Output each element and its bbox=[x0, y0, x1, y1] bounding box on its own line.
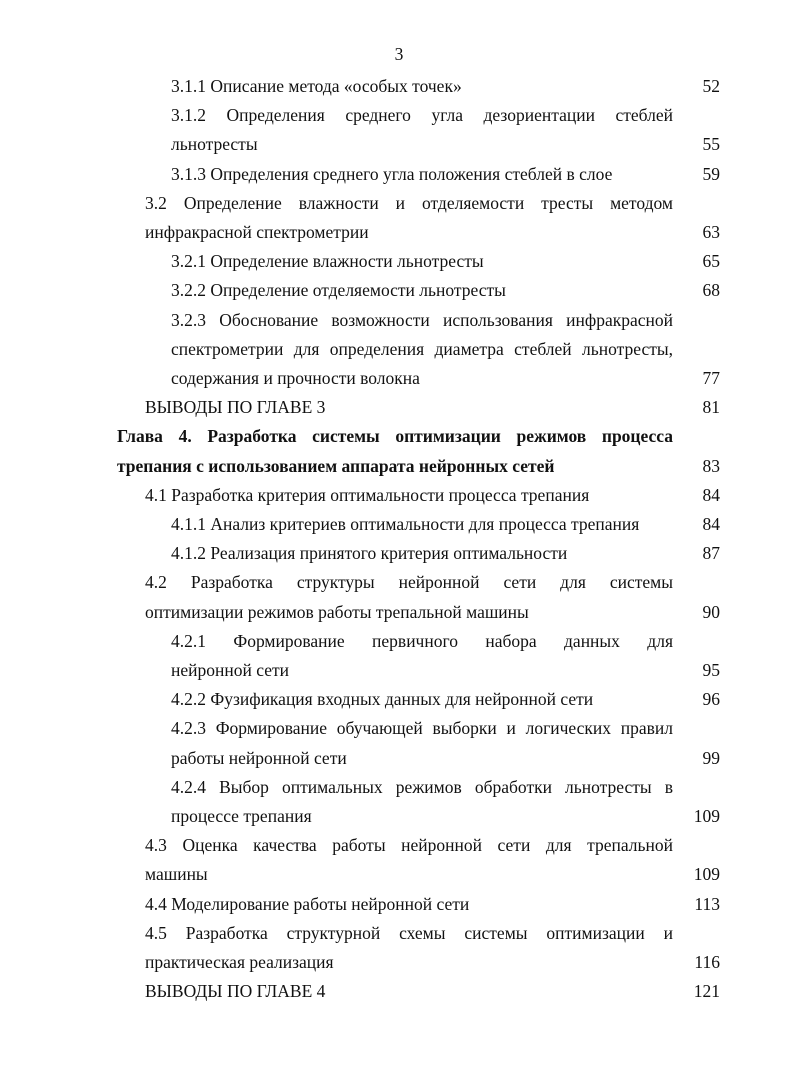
toc-page-number: 90 bbox=[702, 601, 720, 622]
toc-line bbox=[60, 744, 720, 772]
toc-page-number: 113 bbox=[694, 893, 720, 914]
toc-line bbox=[60, 364, 720, 392]
toc-line bbox=[60, 598, 720, 626]
toc-line bbox=[60, 306, 720, 334]
toc-entry-text: 4.2.3 Формирование обучающей выборки и логических правил bbox=[171, 718, 673, 739]
toc-page-number: 77 bbox=[702, 368, 720, 388]
toc-page-number: 109 bbox=[693, 864, 720, 885]
toc-entry-text: машины bbox=[145, 864, 208, 885]
toc-page-number: 81 bbox=[702, 397, 720, 418]
toc-page-number: 68 bbox=[702, 280, 720, 301]
toc-entry-text: трепания с использованием аппарата нейронных сетей bbox=[117, 455, 555, 476]
toc-entry-text: 3.2.1 Определение влажности льнотресты bbox=[171, 251, 484, 272]
toc-entry-text: льнотресты bbox=[171, 134, 258, 155]
toc-page-number: 109 bbox=[693, 806, 720, 826]
toc-line bbox=[60, 714, 720, 742]
toc-page-number: 95 bbox=[702, 660, 720, 680]
page-number: 3 bbox=[394, 44, 404, 64]
toc-line bbox=[60, 539, 720, 567]
toc-entry-text: Глава 4. Разработка системы оптимизации режимов процесса bbox=[117, 426, 673, 447]
toc-line bbox=[60, 510, 720, 538]
toc-line bbox=[60, 627, 720, 655]
toc-line bbox=[60, 890, 720, 918]
toc-line bbox=[60, 452, 720, 480]
toc-entry-text: инфракрасной спектрометрии bbox=[145, 222, 369, 242]
toc-line bbox=[60, 130, 720, 158]
toc-line bbox=[60, 160, 720, 188]
toc-line bbox=[60, 218, 720, 246]
toc-line bbox=[60, 656, 720, 684]
toc-line bbox=[60, 948, 720, 976]
toc-entry-text: 3.2.2 Определение отделяемости льнотресты bbox=[171, 280, 506, 301]
toc-line bbox=[60, 977, 720, 1005]
toc-entry-text: 4.2.2 Фузификация входных данных для нейронной сети bbox=[171, 689, 594, 710]
toc-line bbox=[60, 860, 720, 888]
toc-entry-text: ВЫВОДЫ ПО ГЛАВЕ 3 bbox=[145, 397, 326, 418]
toc-line bbox=[60, 802, 720, 830]
toc-line bbox=[60, 189, 720, 217]
toc-entry-text: работы нейронной сети bbox=[171, 747, 347, 768]
toc-entry-text: 3.1.2 Определения среднего угла дезориентации стеблей bbox=[171, 105, 673, 126]
toc-page-number: 96 bbox=[702, 689, 720, 710]
toc-entry-text: 4.2 Разработка структуры нейронной сети для системы bbox=[145, 572, 673, 593]
toc-entry-text: 4.1.1 Анализ критериев оптимальности для процесса трепания bbox=[171, 514, 640, 534]
toc-entry-text: ВЫВОДЫ ПО ГЛАВЕ 4 bbox=[145, 981, 326, 1002]
toc-entry-text: 4.2.4 Выбор оптимальных режимов обработки льнотресты в bbox=[171, 776, 673, 797]
toc-page-number: 121 bbox=[693, 981, 720, 1002]
toc-page-number: 63 bbox=[702, 222, 720, 242]
toc-line bbox=[60, 568, 720, 596]
toc-line bbox=[60, 422, 720, 450]
toc-line bbox=[60, 276, 720, 304]
toc-line bbox=[60, 685, 720, 713]
toc-entry-text: содержания и прочности волокна bbox=[171, 368, 420, 388]
toc-line bbox=[60, 481, 720, 509]
toc-entry-text: 4.5 Разработка структурной схемы системы оптимизации и bbox=[145, 922, 673, 943]
toc-page-number: 84 bbox=[702, 514, 720, 534]
toc-entry-text: процессе трепания bbox=[171, 806, 312, 826]
toc-entry-text: 4.1 Разработка критерия оптимальности процесса трепания bbox=[145, 484, 590, 505]
toc-page-number: 59 bbox=[702, 163, 720, 184]
toc-line bbox=[60, 72, 720, 100]
toc-page-number: 65 bbox=[702, 251, 720, 272]
toc-line bbox=[60, 335, 720, 363]
toc-page-number: 55 bbox=[702, 134, 720, 155]
toc-page-number: 87 bbox=[702, 543, 720, 564]
toc-entry-text: 3.2.3 Обоснование возможности использования инфракрасной bbox=[171, 309, 673, 330]
toc-line bbox=[60, 919, 720, 947]
toc-line bbox=[60, 831, 720, 859]
toc-entry-text: нейронной сети bbox=[171, 660, 289, 680]
toc-entry-text: 3.1.1 Описание метода «особых точек» bbox=[171, 76, 462, 96]
toc-entry-text: 3.1.3 Определения среднего угла положения стеблей в слое bbox=[171, 163, 613, 184]
toc-entry-text: 4.4 Моделирование работы нейронной сети bbox=[145, 893, 470, 914]
toc-entry-text: практическая реализация bbox=[145, 952, 334, 972]
toc-entry-text: спектрометрии для определения диаметра стеблей льнотресты, bbox=[171, 338, 673, 359]
toc-page-number: 83 bbox=[702, 455, 720, 476]
toc-entry-text: 4.3 Оценка качества работы нейронной сети для трепальной bbox=[145, 835, 673, 856]
toc-line bbox=[60, 393, 720, 421]
toc-entry-text: 4.2.1 Формирование первичного набора данных для bbox=[171, 630, 673, 651]
toc-page-number: 99 bbox=[702, 747, 720, 768]
toc-page-number: 52 bbox=[702, 76, 720, 96]
toc-entry-text: оптимизации режимов работы трепальной машины bbox=[145, 601, 529, 622]
toc-entry-text: 3.2 Определение влажности и отделяемости тресты методом bbox=[145, 192, 673, 213]
toc-page-number: 84 bbox=[702, 484, 720, 505]
toc-line bbox=[60, 101, 720, 129]
toc-line bbox=[60, 773, 720, 801]
toc-entry-text: 4.1.2 Реализация принятого критерия оптимальности bbox=[171, 543, 568, 564]
toc-page-number: 116 bbox=[694, 952, 720, 972]
toc-line bbox=[60, 247, 720, 275]
